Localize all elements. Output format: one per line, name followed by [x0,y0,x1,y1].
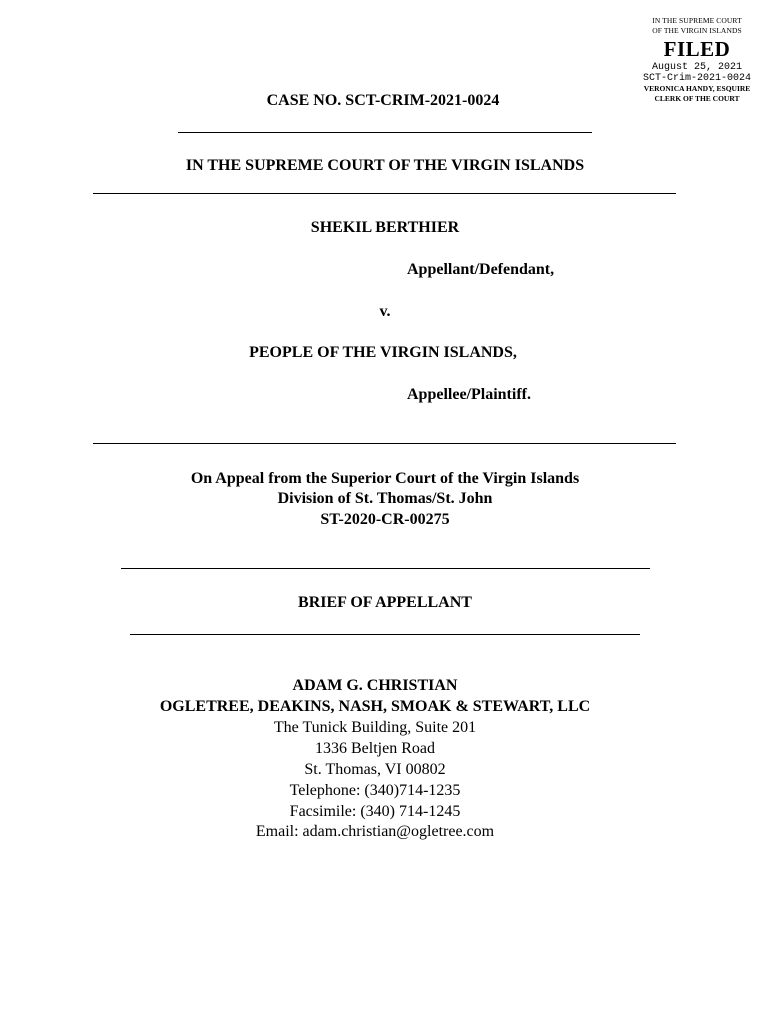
counsel-name: ADAM G. CHRISTIAN [292,677,458,694]
address-line-2: 1336 Beltjen Road [315,740,435,757]
law-firm: OGLETREE, DEAKINS, NASH, SMOAK & STEWART, LLC [159,698,591,715]
address-line-3: St. Thomas, VI 00802 [304,761,446,778]
stamp-filed: FILED [663,37,731,61]
telephone: Telephone: (340)714-1235 [289,782,461,799]
divider [130,634,640,635]
divider [93,443,676,444]
appellee-name: PEOPLE OF THE VIRGIN ISLANDS, [249,344,517,361]
appeal-line-2: Division of St. Thomas/St. John [277,490,493,507]
divider [121,568,650,569]
appellant-name: SHEKIL BERTHIER [310,219,460,236]
facsimile: Facsimile: (340) 714-1245 [289,803,461,820]
stamp-case-ref: SCT-Crim-2021-0024 [642,73,752,84]
stamp-court-line2: OF THE VIRGIN ISLANDS [652,26,742,35]
divider [178,132,592,133]
appeal-line-3: ST-2020-CR-00275 [320,511,450,528]
filing-stamp [638,16,756,104]
case-number: CASE NO. SCT-CRIM-2021-0024 [266,92,500,109]
versus: v. [379,303,391,320]
divider [93,193,676,194]
appellant-role: Appellant/Defendant, [407,261,555,278]
stamp-clerk-title: CLERK OF THE COURT [654,94,740,103]
appellee-role: Appellee/Plaintiff. [407,386,531,403]
brief-title: BRIEF OF APPELLANT [298,594,472,611]
email: Email: adam.christian@ogletree.com [255,823,495,840]
stamp-court-line1: IN THE SUPREME COURT [652,16,742,25]
address-line-1: The Tunick Building, Suite 201 [273,719,477,736]
appeal-line-1: On Appeal from the Superior Court of the Virgin Islands [190,470,580,487]
court-heading: IN THE SUPREME COURT OF THE VIRGIN ISLANDS [185,157,585,174]
stamp-date: August 25, 2021 [651,62,742,73]
stamp-clerk-name: VERONICA HANDY, ESQUIRE [643,84,751,93]
